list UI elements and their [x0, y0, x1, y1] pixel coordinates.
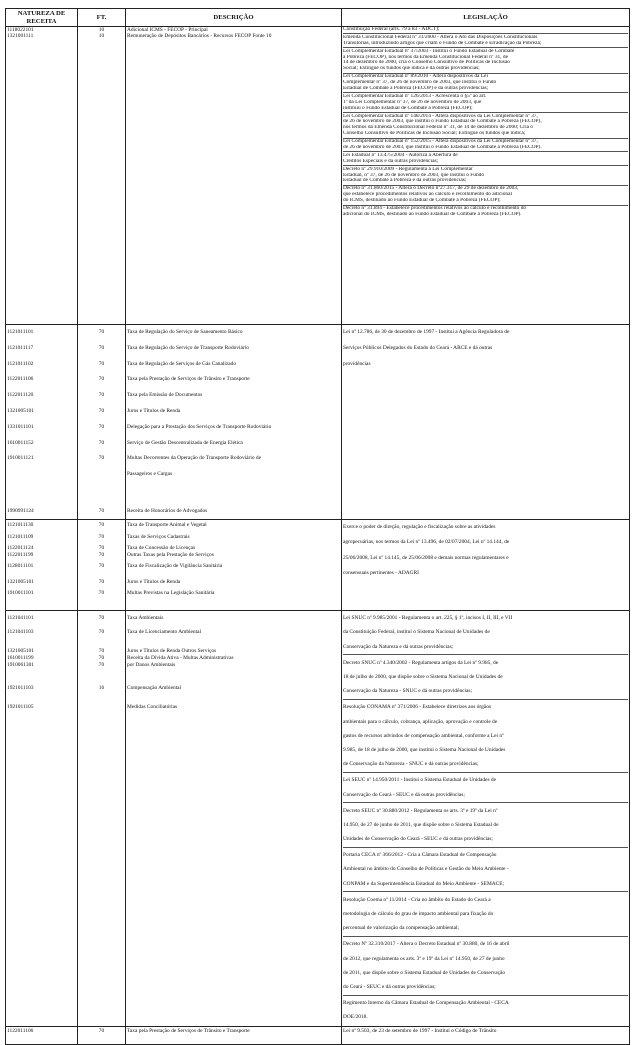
revenue-description: Taxa de Regulação do Serviço de Saneamento Básico — [127, 329, 243, 335]
revenue-description: por Danos Ambientais — [127, 662, 176, 669]
ft-value: 10 — [98, 33, 105, 40]
legislation-line: providências — [343, 360, 371, 367]
revenue-description: Taxa de Concessão de Licenças — [127, 545, 196, 552]
description-cell — [126, 325, 342, 520]
legislation-line: da Constituição Federal, institui o Sistema Nacional de Unidades de — [343, 629, 490, 636]
revenue-description: Delegação para a Prestação dos Serviços de Transporte Rodoviário — [127, 423, 272, 430]
legislation-line: Lei Complementar Estadual nº 126/2013 - Acrescenta o §5º ao art. — [343, 93, 487, 99]
legislation-line: Transitórias, introduzindo artigos que criam o Fundo de Combate e Erradicação da Pobreza; — [343, 40, 542, 46]
legislation-line: de 26 de novembro de 2003, que institui o Fundo Estadual de Combate à Pobreza (FECOP), — [343, 119, 542, 125]
revenue-code: 1321005101 — [7, 407, 34, 414]
legislation-entry — [343, 1027, 628, 1036]
header-ft: FT. — [78, 9, 126, 27]
revenue-description: Taxa de Fiscalização de Vigilância Sanitária — [127, 563, 223, 570]
revenue-description: Receita de Honorários de Advogados — [127, 507, 208, 514]
revenue-description: Taxa de Regulação de Serviços de Gás Canalizado — [127, 360, 237, 367]
ft-value: 70 — [98, 407, 105, 414]
revenue-code-cell — [6, 611, 78, 1026]
ft-value: 70 — [98, 455, 105, 462]
legislation-line: Lei SNUC nº 9.985/2001 - Regulamenta o art. 225, § 1º, incisos I, II, III, e VII — [343, 615, 513, 622]
legislation-line: Créditos Especiais e dá outras providências; — [343, 158, 439, 164]
ft-value: 70 — [98, 533, 105, 540]
legislation-entry — [343, 94, 628, 113]
revenue-description: Receita da Dívida Ativa - Multas Administrativas — [127, 655, 234, 662]
legislation-line: metodologia de cálculo do grau de impacto ambiental para fixação do — [343, 911, 494, 918]
revenue-code: 1321005101 — [7, 647, 34, 654]
revenue-code: 1122011106 — [7, 1027, 34, 1034]
legislation-line: Resolução Coema nº 11/2014 - Cria no âmbito do Estado do Ceará a — [343, 896, 491, 903]
legislation-line: Serviços Públicos Delegados do Estado do Ceará - ARCE e dá outras — [343, 344, 493, 351]
legislation-line: gastos de recursos advindos de compensação ambiental, conforme a Lei nº — [343, 732, 504, 739]
legislation-line: agropecuárias, nos termos da Lei nº 13.496, de 02/07/2004, Lei nº 14.144, de — [343, 539, 510, 546]
ft-cell — [78, 520, 126, 611]
ft-value: 16 — [98, 684, 105, 691]
legislation-entry — [343, 206, 628, 218]
legislation-line: 25/06/2008, Lei nº 14.145, de 25/06/2008 e demais normas regulamentares e — [343, 554, 509, 561]
revenue-code-cell — [6, 325, 78, 520]
legislation-line: de 2011, que dispõe sobre o Sistema Estadual de Unidades de Conservação — [343, 969, 506, 976]
legislation-entry — [343, 27, 628, 34]
ft-value: 70 — [98, 545, 105, 552]
legislation-cell — [342, 611, 630, 1026]
legislation-line: instituiu o Fundo Estadual de Combate à Pobreza (FECOP); — [343, 105, 473, 111]
legislation-line: à Pobreza (FECOP), nos termos da Emenda Constitucional Federal nº 31, de — [343, 54, 509, 60]
revenue-description: Remuneração de Depósitos Bancários - Recursos FECOP Fonte 10 — [127, 33, 272, 40]
legislation-line: Decreto nº 31.894 - Estabelece procedimentos relativos ao cálculo e recolhimento do — [343, 206, 527, 212]
legislation-line: 9.985, de 18 de julho de 2000, que institui o Sistema Nacional de Unidades — [343, 746, 506, 753]
revenue-code-cell — [6, 520, 78, 611]
table-row — [6, 325, 630, 520]
revenue-code: 1118022101 — [7, 27, 34, 33]
revenue-code: 1121041101 — [7, 615, 34, 622]
legislation-line: Lei Complementar Estadual nº 152/2015 - Altera dispositivos da Lei Complementar nº 37, — [343, 139, 538, 145]
legislation-line: Resolução CONAMA nº 371/2006 - Estabelece diretrizes aos órgãos — [343, 704, 491, 711]
revenue-code: 1122011199 — [7, 551, 34, 558]
revenue-description: Adicional ICMS - FECOP - Principal — [127, 27, 208, 33]
legislation-entry — [343, 700, 628, 772]
legislation-line: Estadual de Combate à Pobreza (FECOP) e dá outras providências; — [343, 86, 489, 92]
legislation-entry — [343, 996, 628, 1025]
legislation-line: Lei Complementar Estadual nº 89/2010 - Altera dispositivos da Lei — [343, 74, 488, 80]
legislation-line: do ICMS, destinado ao Fundo Estadual de Combate à Pobreza (FECOP); — [343, 198, 501, 204]
ft-value: 70 — [98, 551, 105, 558]
legislation-line: do Ceará - SEUC e dá outras providências; — [343, 983, 436, 990]
legislation-line: Estadual de Combate à Pobreza e dá outras providências; — [343, 178, 467, 184]
revenue-description: Taxa pela Prestação de Serviços de Trânsito e Transporte — [127, 1027, 250, 1034]
legislation-line: Conservação da Natureza e dá outras providências; — [343, 643, 454, 650]
ft-value: 70 — [98, 329, 105, 335]
legislation-cell — [342, 520, 630, 611]
revenue-code: 1321005101 — [7, 578, 34, 585]
document-page — [5, 0, 634, 1034]
table-row — [6, 1026, 630, 1044]
ft-value: 70 — [98, 507, 105, 514]
revenue-code: 1121041103 — [7, 629, 34, 636]
legislation-cell — [342, 27, 630, 325]
header-descricao: DESCRIÇÃO — [126, 9, 342, 27]
revenue-code: 1910011121 — [7, 455, 34, 462]
legislation-line: adicional do ICMS, destinado ao Fundo Estadual de Combate à Pobreza (FECOP). — [343, 211, 522, 217]
legislation-line: 14.950, de 27 de junho de 2011, que dispõe sobre o Sistema Estadual de — [343, 821, 499, 828]
legislation-line: consensuais pertinentes - ADAGRI — [343, 569, 419, 576]
revenue-description: Taxa de Transporte Animal e Vegetal — [127, 522, 207, 529]
ft-value: 70 — [98, 615, 105, 622]
revenue-description: Serviço de Gestão Descentralizada de Energia Elética — [127, 439, 243, 446]
spacer — [7, 467, 76, 483]
revenue-description: Juros e Títulos de Renda — [127, 578, 181, 585]
legislation-line: Lei SEUC nº 14.950/2011 - Institui o Sistema Estadual de Unidades de — [343, 777, 496, 784]
legislation-cell — [342, 1026, 630, 1044]
revenue-code-cell — [6, 1026, 78, 1044]
legislation-line: ambientais para o cálculo, cobrança, aplicação, aprovação e controle de — [343, 718, 498, 725]
revenue-description: Multas Previstas na Legislação Sanitária — [127, 590, 215, 597]
revenue-description: Juros e Títulos de Renda Outros Serviços — [127, 647, 217, 654]
revenue-code: 1921011105 — [7, 703, 34, 710]
legislation-line: Portaria CECA nº 366/2012 - Cria a Câmara Estadual de Compensação — [343, 852, 497, 859]
legislation-line: 18 de julho de 2000, que dispõe sobre o Sistema Nacional de Unidades de — [343, 674, 503, 681]
legislation-entry — [343, 804, 628, 848]
revenue-description: Taxa de Licenciamento Ambiental — [127, 629, 202, 636]
revenue-description: Multas Decorrentes da Operação do Transporte Rodoviário de — [127, 455, 261, 462]
ft-value: 70 — [98, 522, 105, 529]
legislation-line: Decreto SNUC nº 4.340/2002 - Regulamenta artigos da Lei nº 9.985, de — [343, 659, 499, 666]
revenue-description: Juros e Títulos de Renda — [127, 407, 181, 414]
description-cell — [126, 611, 342, 1026]
ft-cell — [78, 27, 126, 325]
legislation-line: Ambiental no âmbito do Conselho de Políticas e Gestão do Meio Ambiente - — [343, 866, 509, 873]
revenue-description: Compensação Ambiental — [127, 684, 182, 691]
ft-value: 70 — [98, 392, 105, 399]
ft-value: 70 — [98, 439, 105, 446]
legislation-line: Conselho Consultivo de Políticas de Inclusão Social; Extingue os fundos que indica; — [343, 131, 526, 137]
revenue-description: Taxa pela Prestação de Serviços de Trânsito e Transporte — [127, 376, 250, 383]
legislation-line: Lei nº 9.503, de 23 de setembro de 1997 - Institui o Código de Trânsito — [343, 1027, 497, 1034]
legislation-entry — [343, 325, 628, 373]
ft-value: 70 — [98, 647, 105, 654]
legislation-entry — [343, 167, 628, 186]
legislation-line: Lei Complementar Estadual nº 37/2003 - Institui o Fundo Estadual de Combate — [343, 48, 515, 54]
legislation-entry — [343, 49, 628, 74]
legislation-entry — [343, 773, 628, 803]
legislation-line: que estabelece procedimentos relativos ao cálculo e recolhimento do adicional — [343, 192, 512, 198]
legislation-entry — [343, 520, 628, 581]
legislation-line: nos termos da Emenda Constitucional Federal nº 31, de 14 de dezembro de 2000; Cria o — [343, 125, 533, 131]
revenue-code: 1121011117 — [7, 344, 34, 351]
legislation-entry — [343, 35, 628, 48]
revenue-description: Taxa Ambientais — [127, 615, 164, 622]
description-cell — [126, 27, 342, 325]
revenue-description: Taxa pela Emissão de Documentos — [127, 392, 203, 399]
legislation-entry — [343, 848, 628, 892]
legislation-line: 14 de dezembro de 2000, cria o Conselho Consultivo de Políticas de Inclusão — [343, 60, 510, 66]
legislation-entry — [343, 114, 628, 139]
revenue-code: 1331011101 — [7, 423, 34, 430]
ft-cell — [78, 1026, 126, 1044]
revenue-description: Taxa de Regulação do Serviço de Transporte Rodoviário — [127, 344, 249, 351]
table-row — [6, 611, 630, 1026]
revenue-code: 1610011152 — [7, 439, 34, 446]
legislation-line: Lei Complementar Estadual nº 148/2014 - Altera dispositivos da Lei Complementar nº 37, — [343, 113, 538, 119]
revenue-code: 1121011109 — [7, 533, 34, 540]
legislation-line: Estadual, nº 37, de 26 de novembro de 2003, que institui o Fundo — [343, 172, 485, 178]
revenue-code: 1990991124 — [7, 507, 34, 514]
revenue-description: Taxas de Serviços Cadastrais — [127, 533, 190, 540]
legislation-line: de 26 de novembro de 2003, que institui o Fundo Estadual de Combate à Pobreza (FECOP). — [343, 145, 542, 151]
spacer — [79, 467, 124, 483]
legislation-line: Complementar nº 37, de 26 de novembro de 2003, que institui o Fundo — [343, 80, 497, 86]
revenue-code-cell — [6, 27, 78, 325]
revenue-code: 1121011101 — [7, 329, 34, 335]
revenue-code: 1610011199 — [7, 655, 34, 662]
revenue-description: Outras Taxas pela Prestação de Serviços — [127, 551, 214, 558]
ft-value: 70 — [98, 563, 105, 570]
legislation-line: Emenda Constitucional Federal nº 31/2000 - Altera o Ato das Disposições Constitucionais — [343, 34, 538, 40]
table-header-row — [6, 9, 630, 27]
description-cell — [126, 520, 342, 611]
revenue-table — [5, 8, 630, 1045]
ft-value: 70 — [98, 376, 105, 383]
ft-value: 70 — [98, 655, 105, 662]
ft-value: 70 — [98, 590, 105, 597]
ft-value: 70 — [98, 360, 105, 367]
legislation-entry — [343, 139, 628, 152]
header-natureza — [6, 9, 78, 27]
legislation-line: CONPAM e da Superintendência Estadual do Meio Ambiente - SEMACE; — [343, 880, 505, 887]
legislation-entry — [343, 186, 628, 205]
ft-value — [79, 700, 124, 714]
legislation-cell — [342, 325, 630, 520]
revenue-description-cont: Passageiros e Cargas — [127, 471, 173, 478]
ft-value: 70 — [98, 629, 105, 636]
revenue-code: 1321001111 — [7, 33, 34, 40]
legislation-entry — [343, 153, 628, 166]
ft-value: 70 — [98, 344, 105, 351]
ft-value: 70 — [98, 423, 105, 430]
legislation-line: Decreto SEUC nº 30.880/2012 - Regulamenta os arts. 3º e 19º da Lei nº — [343, 807, 498, 814]
revenue-code: 1121011102 — [7, 360, 34, 367]
ft-value: 70 — [98, 662, 105, 669]
ft-value: 70 — [98, 578, 105, 585]
legislation-line: DOE/2018. — [343, 1014, 368, 1021]
legislation-entry — [343, 74, 628, 93]
revenue-code: 1910011101 — [7, 590, 34, 597]
legislation-line: de 2012, que regulamenta os arts. 3º e 19º da Lei nº 14.950, de 27 de junho — [343, 955, 505, 962]
ft-cell — [78, 611, 126, 1026]
header-legislacao: LEGISLAÇÃO — [342, 9, 630, 27]
ft-cell — [78, 325, 126, 520]
legislation-line: Constituição Federal (arts. 79 a 83 - ADCT); — [343, 27, 440, 32]
legislation-entry — [343, 611, 628, 655]
revenue-code: 1921011103 — [7, 684, 34, 691]
legislation-line: Conservação do Ceará - SEUC e dá outras providências; — [343, 791, 465, 798]
revenue-code: 1122011124 — [7, 545, 34, 552]
legislation-line: Exerce o poder de direção, regulação e fiscalização sobre as atividades — [343, 524, 496, 531]
table-row — [6, 520, 630, 611]
revenue-code: 1121011130 — [7, 522, 34, 529]
legislation-entry — [343, 937, 628, 995]
legislation-line: Regimento Interno da Câmara Estadual de Compensação Ambiental - CECA — [343, 1000, 509, 1007]
legislation-line: Decreto nº 31.860/2015 - Altera o Decreto nº27.317, de 29 de dezembro de 2003, — [343, 186, 519, 192]
legislation-line: Conservação da Natureza - SNUC e dá outras providências; — [343, 688, 473, 695]
description-cell — [126, 1026, 342, 1044]
legislation-entry — [343, 893, 628, 937]
legislation-line: Social; Extingue os fundos que indica e dá outras providências; — [343, 66, 480, 72]
revenue-code: 1122011120 — [7, 392, 34, 399]
legislation-line: 1º da Lei Complementar nº 37, de 26 de novembro de 2003, que — [343, 99, 482, 105]
legislation-line: Decreto nº 29.910/2009 - Regulamenta a Lei Complementar — [343, 166, 473, 172]
revenue-description: Medidas Conciliatórias — [127, 703, 178, 710]
legislation-line: percentual de valorização da compensação ambiental; — [343, 925, 459, 932]
legislation-line: Lei Estadual nº 13.475/2004 - Autoriza a Abertura de — [343, 152, 458, 158]
revenue-code: 1122011106 — [7, 376, 34, 383]
legislation-line: Lei nº 12.786, de 30 de dezembro de 1997 - Institui a Agência Reguladora de — [343, 329, 510, 335]
table-row — [6, 27, 630, 325]
header-natureza-line2: RECEITA — [26, 17, 57, 25]
ft-value: 70 — [98, 1027, 105, 1034]
legislation-entry — [343, 656, 628, 700]
legislation-line: Unidades de Conservação do Ceará - SEUC e dá outras providências; — [343, 836, 493, 843]
ft-value: 10 — [98, 27, 105, 33]
header-natureza-line1: NATUREZA DE — [17, 9, 66, 17]
revenue-code: 1128011101 — [7, 563, 34, 570]
legislation-line: de Conservação da Natureza - SNUC e dá outras providências; — [343, 761, 479, 768]
revenue-code: 1910061301 — [7, 662, 34, 669]
legislation-line: Decreto Nº 32.310/2017 - Altera o Decreto Estadual nº 30.880, de 16 de abril — [343, 941, 510, 948]
